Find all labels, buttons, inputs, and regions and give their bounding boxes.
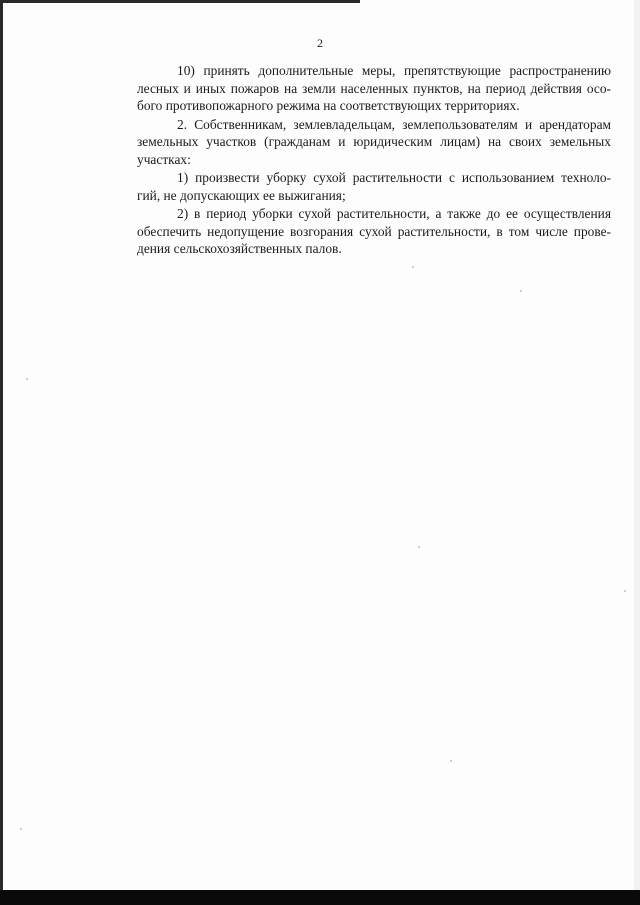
scan-speck	[20, 828, 22, 830]
text-line: 1) произвести уборку сухой растительности с использованием техноло-	[177, 170, 611, 185]
paragraph-item-10	[97, 62, 611, 115]
text-line: бого противопожарного режима на соответствующих территориях.	[137, 98, 520, 113]
paragraph-subitem-1	[97, 169, 611, 204]
scan-speck	[412, 266, 414, 268]
scan-border-right	[634, 0, 640, 905]
scan-speck	[520, 290, 522, 292]
text-line: 10) принять дополнительные меры, препятствующие распространению	[177, 63, 611, 78]
text-line: дения сельскохозяйственных палов.	[137, 241, 342, 256]
scan-speck	[624, 590, 626, 592]
text-line: 2. Собственникам, землевладельцам, землепользователям и арендаторам	[177, 116, 611, 132]
text-line: обеспечить недопущение возгорания сухой растительности, в том числе прове-	[137, 223, 611, 239]
paragraph-section-2	[97, 116, 611, 169]
scan-speck	[418, 546, 420, 548]
text-line: лесных и иных пожаров на земли населенных пунктов, на период действия осо-	[137, 80, 611, 96]
text-line: 2) в период уборки сухой растительности, а также до ее осуществления	[177, 206, 611, 221]
paragraph-subitem-2	[97, 205, 611, 258]
text-line: земельных участков (гражданам и юридическим лицам) на своих земельных	[137, 134, 611, 149]
page-number: 2	[317, 36, 323, 50]
scan-speck	[450, 760, 452, 762]
scan-border-bottom	[0, 890, 640, 905]
document-body	[97, 62, 611, 259]
scan-border-top	[0, 0, 360, 3]
scan-border-left	[0, 0, 3, 905]
text-line: участках:	[137, 151, 191, 167]
text-line: гий, не допускающих ее выжигания;	[137, 187, 346, 203]
scan-speck	[26, 378, 28, 380]
